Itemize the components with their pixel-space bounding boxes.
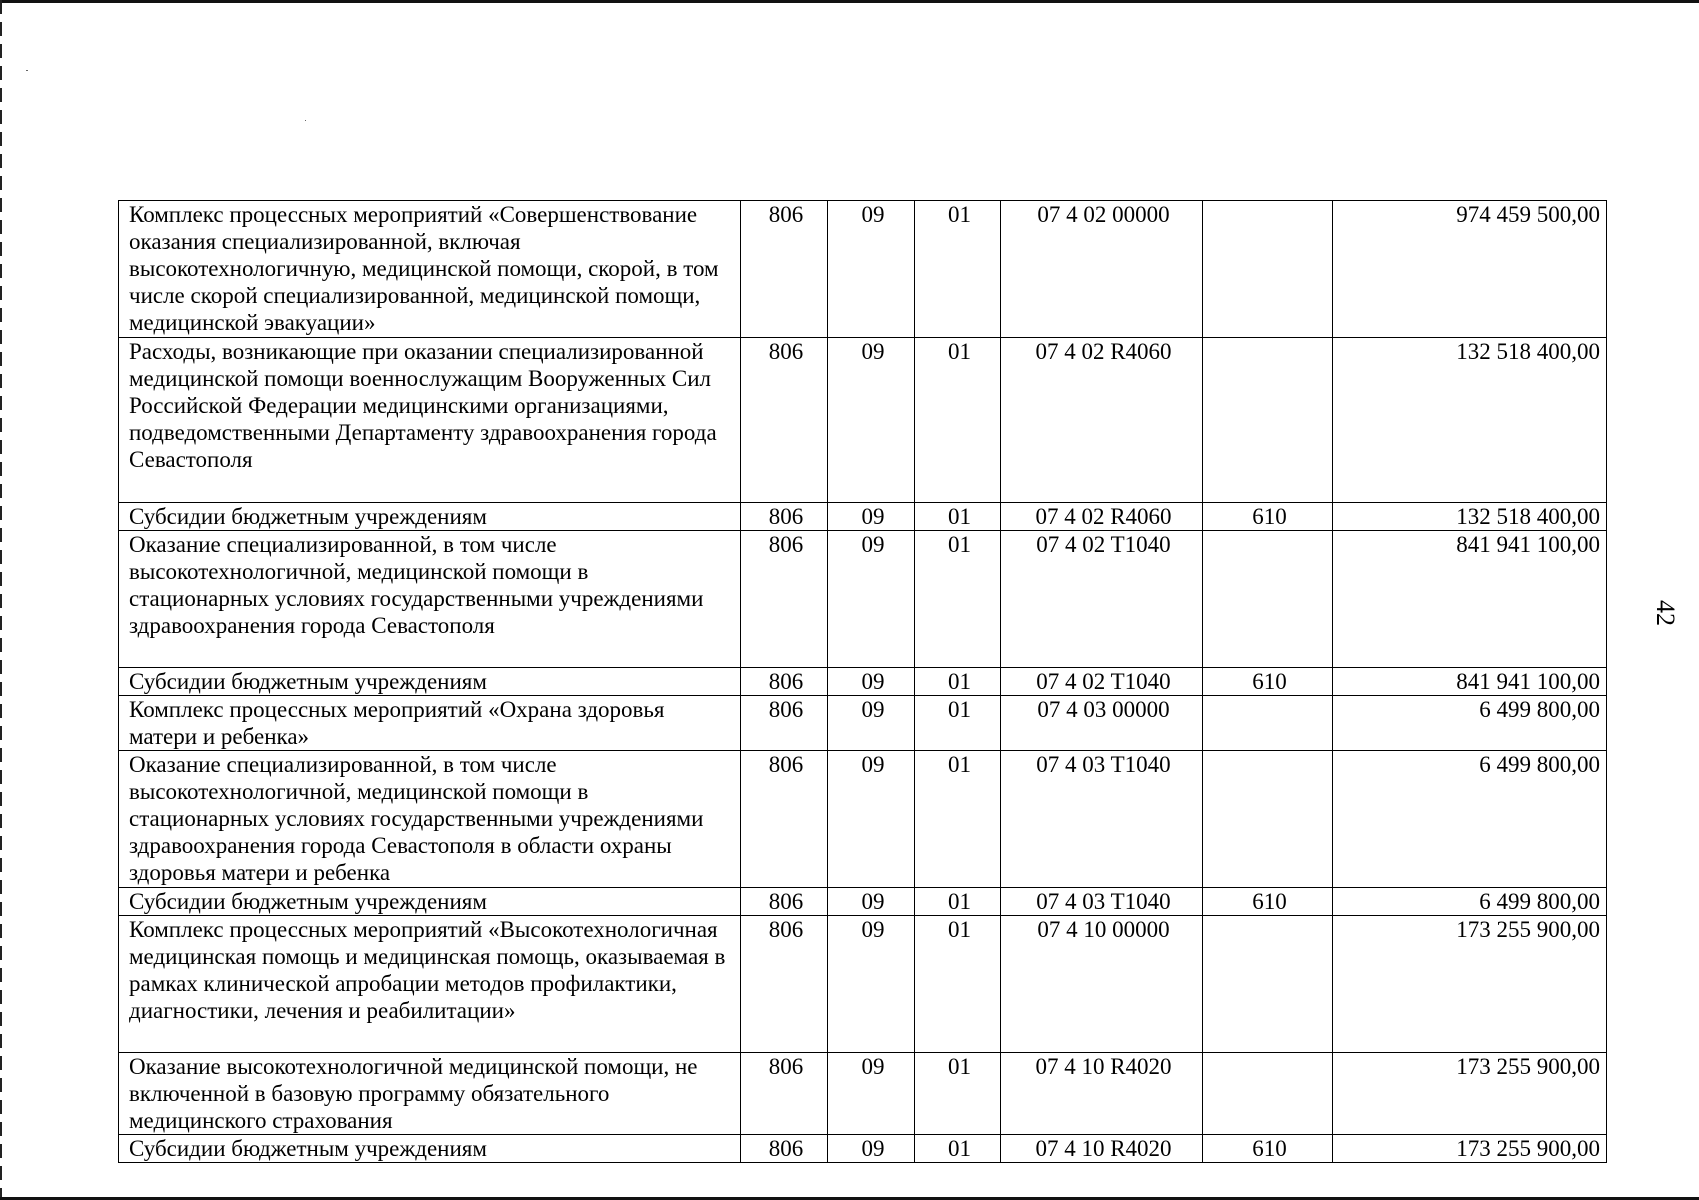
table-row (119, 668, 1607, 696)
row-name-cell: Оказание специализированной, в том числе высокотехнологичной, медицинской помощи в стационарных условиях государственными учреждениями здравоохранения города Севастополя (119, 531, 741, 668)
row-name-cell: Оказание высокотехнологичной медицинской помощи, не включенной в базовую программу обязательного медицинского страхования (119, 1053, 741, 1135)
table-body (119, 201, 1607, 1163)
ministry-code-cell: 806 (741, 201, 828, 338)
row-name-cell: Субсидии бюджетным учреждениям (119, 1135, 741, 1163)
section-code-cell: 09 (828, 338, 915, 503)
amount-cell: 6 499 800,00 (1333, 696, 1607, 751)
ministry-code-cell: 806 (741, 338, 828, 503)
ministry-code-cell: 806 (741, 916, 828, 1053)
section-code-cell: 09 (828, 1135, 915, 1163)
ministry-code-cell: 806 (741, 751, 828, 888)
scan-edge-top (0, 0, 1699, 3)
section-code-cell: 09 (828, 668, 915, 696)
scan-edge-left (0, 0, 2, 1200)
row-name-cell: Субсидии бюджетным учреждениям (119, 668, 741, 696)
row-name-cell: Комплекс процессных мероприятий «Высокотехнологичная медицинская помощь и медицинская помощь, оказываемая в рамках клинической апробации методов профилактики, диагностики, лечения и реабилитации» (119, 916, 741, 1053)
budget-table (118, 200, 1607, 1163)
ministry-code-cell: 806 (741, 531, 828, 668)
amount-cell: 173 255 900,00 (1333, 1053, 1607, 1135)
target-article-cell: 07 4 02 T1040 (1001, 668, 1203, 696)
expense-type-cell (1203, 696, 1333, 751)
target-article-cell: 07 4 03 T1040 (1001, 751, 1203, 888)
subsection-code-cell: 01 (915, 668, 1001, 696)
subsection-code-cell: 01 (915, 503, 1001, 531)
subsection-code-cell: 01 (915, 531, 1001, 668)
table-row (119, 338, 1607, 503)
row-name-cell: Субсидии бюджетным учреждениям (119, 888, 741, 916)
expense-type-cell: 610 (1203, 1135, 1333, 1163)
expense-type-cell (1203, 916, 1333, 1053)
section-code-cell: 09 (828, 1053, 915, 1135)
table-row (119, 916, 1607, 1053)
amount-cell: 974 459 500,00 (1333, 201, 1607, 338)
expense-type-cell: 610 (1203, 888, 1333, 916)
target-article-cell: 07 4 03 00000 (1001, 696, 1203, 751)
table-row (119, 696, 1607, 751)
amount-cell: 841 941 100,00 (1333, 531, 1607, 668)
expense-type-cell (1203, 1053, 1333, 1135)
subsection-code-cell: 01 (915, 338, 1001, 503)
subsection-code-cell: 01 (915, 1135, 1001, 1163)
section-code-cell: 09 (828, 916, 915, 1053)
target-article-cell: 07 4 03 T1040 (1001, 888, 1203, 916)
section-code-cell: 09 (828, 888, 915, 916)
subsection-code-cell: 01 (915, 916, 1001, 1053)
target-article-cell: 07 4 02 00000 (1001, 201, 1203, 338)
target-article-cell: 07 4 10 R4020 (1001, 1135, 1203, 1163)
ministry-code-cell: 806 (741, 503, 828, 531)
subsection-code-cell: 01 (915, 888, 1001, 916)
section-code-cell: 09 (828, 751, 915, 888)
target-article-cell: 07 4 02 T1040 (1001, 531, 1203, 668)
scan-speck (26, 70, 28, 71)
table-row (119, 201, 1607, 338)
subsection-code-cell: 01 (915, 696, 1001, 751)
target-article-cell: 07 4 10 R4020 (1001, 1053, 1203, 1135)
table-row (119, 1053, 1607, 1135)
table-row (119, 531, 1607, 668)
section-code-cell: 09 (828, 531, 915, 668)
subsection-code-cell: 01 (915, 751, 1001, 888)
amount-cell: 132 518 400,00 (1333, 338, 1607, 503)
table-row (119, 888, 1607, 916)
table-row (119, 751, 1607, 888)
ministry-code-cell: 806 (741, 668, 828, 696)
row-name-cell: Комплекс процессных мероприятий «Охрана здоровья матери и ребенка» (119, 696, 741, 751)
amount-cell: 173 255 900,00 (1333, 1135, 1607, 1163)
expense-type-cell (1203, 201, 1333, 338)
row-name-cell: Субсидии бюджетным учреждениям (119, 503, 741, 531)
amount-cell: 173 255 900,00 (1333, 916, 1607, 1053)
expense-type-cell (1203, 338, 1333, 503)
expense-type-cell (1203, 751, 1333, 888)
ministry-code-cell: 806 (741, 696, 828, 751)
page-number: 42 (1651, 600, 1680, 626)
row-name-cell: Оказание специализированной, в том числе высокотехнологичной, медицинской помощи в стационарных условиях государственными учреждениями здравоохранения города Севастополя в области охраны здоровья матери и ребенка (119, 751, 741, 888)
expense-type-cell (1203, 531, 1333, 668)
target-article-cell: 07 4 10 00000 (1001, 916, 1203, 1053)
ministry-code-cell: 806 (741, 888, 828, 916)
target-article-cell: 07 4 02 R4060 (1001, 338, 1203, 503)
expense-type-cell: 610 (1203, 668, 1333, 696)
amount-cell: 6 499 800,00 (1333, 751, 1607, 888)
section-code-cell: 09 (828, 201, 915, 338)
amount-cell: 6 499 800,00 (1333, 888, 1607, 916)
row-name-cell: Расходы, возникающие при оказании специализированной медицинской помощи военнослужащим Вооруженных Сил Российской Федерации медицинскими организациями, подведомственными Департаменту здравоохранения города Севастополя (119, 338, 741, 503)
subsection-code-cell: 01 (915, 201, 1001, 338)
amount-cell: 132 518 400,00 (1333, 503, 1607, 531)
section-code-cell: 09 (828, 503, 915, 531)
ministry-code-cell: 806 (741, 1135, 828, 1163)
expense-type-cell: 610 (1203, 503, 1333, 531)
subsection-code-cell: 01 (915, 1053, 1001, 1135)
scan-speck (305, 120, 306, 121)
ministry-code-cell: 806 (741, 1053, 828, 1135)
table-row (119, 503, 1607, 531)
row-name-cell: Комплекс процессных мероприятий «Совершенствование оказания специализированной, включая высокотехнологичную, медицинской помощи, скорой, в том числе скорой специализированной, медицинской помощи, медицинской эвакуации» (119, 201, 741, 338)
table-row (119, 1135, 1607, 1163)
target-article-cell: 07 4 02 R4060 (1001, 503, 1203, 531)
section-code-cell: 09 (828, 696, 915, 751)
amount-cell: 841 941 100,00 (1333, 668, 1607, 696)
